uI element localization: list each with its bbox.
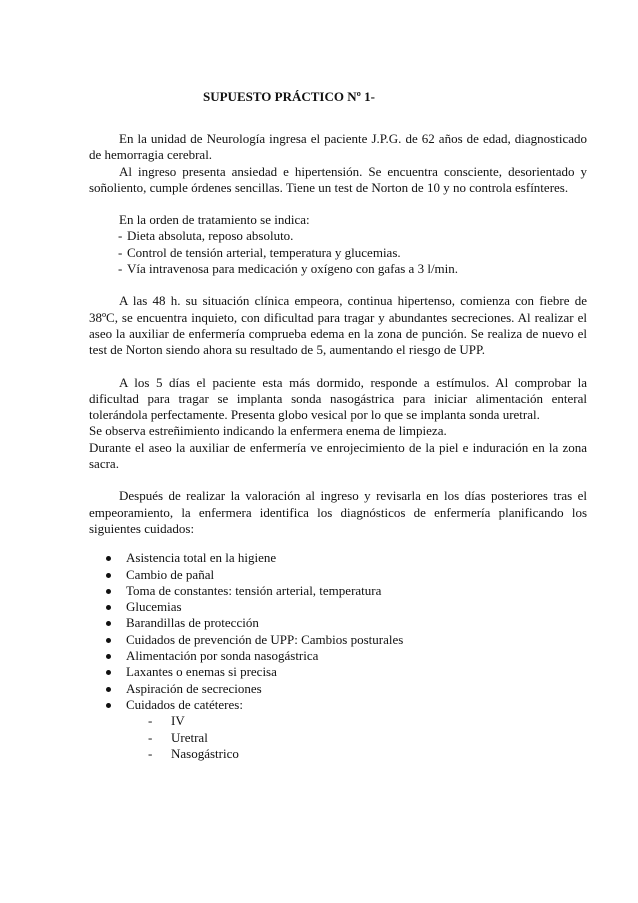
treatment-list	[89, 228, 587, 277]
list-item: Laxantes o enemas si precisa	[89, 664, 587, 680]
paragraph-care-plan: Después de realizar la valoración al ingreso y revisarla en los días posteriores tras el empeoramiento, la enfermera identifica los diagnósticos de enfermería planificando los siguientes cuidados:	[89, 488, 587, 536]
list-item: - Dieta absoluta, reposo absoluto.	[118, 228, 587, 244]
list-item: Aspiración de secreciones	[89, 681, 587, 697]
list-item: Cambio de pañal	[89, 567, 587, 583]
care-list	[89, 550, 587, 762]
list-item: - Nasogástrico	[148, 746, 587, 762]
paragraph-5-days: A los 5 días el paciente esta más dormido, responde a estímulos. Al comprobar la dificultad para tragar se implanta sonda nasogástrica para iniciar alimentación enteral tolerándola perfectamente. Presenta globo vesical por lo que se implanta sonda uretral.	[89, 374, 587, 423]
catheter-list	[126, 713, 587, 762]
paragraph-48h: A las 48 h. su situación clínica empeora, continua hipertenso, comienza con fiebre de 38ºC, se encuentra inquieto, con dificultad para tragar y abundantes secreciones. Al realizar el aseo la auxiliar de enfermería comprueba edema en la zona de punción. Se realiza de nuevo el test de Norton siendo ahora su resultado de 5, aumentando el riesgo de UPP.	[89, 293, 587, 358]
list-item: - Uretral	[148, 730, 587, 746]
list-item: - IV	[148, 713, 587, 729]
list-item-catheters	[89, 697, 587, 762]
list-item: Asistencia total en la higiene	[89, 550, 587, 566]
list-item: Glucemias	[89, 599, 587, 615]
paragraph-admission: En la unidad de Neurología ingresa el paciente J.P.G. de 62 años de edad, diagnosticado de hemorragia cerebral.	[89, 131, 587, 163]
document-title: SUPUESTO PRÁCTICO Nº 1-	[203, 89, 375, 104]
document-body	[89, 131, 587, 762]
list-item: - Vía intravenosa para medicación y oxígeno con gafas a 3 l/min.	[118, 261, 587, 277]
paragraph-sacral-skin: Durante el aseo la auxiliar de enfermería ve enrojecimiento de la piel e induración en la zona sacra.	[89, 439, 587, 472]
paragraph-constipation: Se observa estreñimiento indicando la enfermera enema de limpieza.	[89, 423, 447, 439]
list-item-label: Cuidados de catéteres:	[126, 696, 243, 712]
list-item: Barandillas de protección	[89, 615, 587, 631]
list-item: Toma de constantes: tensión arterial, temperatura	[89, 583, 587, 599]
paragraph-initial-state: Al ingreso presenta ansiedad e hipertensión. Se encuentra consciente, desorientado y soñoliento, cumple órdenes sencillas. Tiene un test de Norton de 10 y no controla esfínteres.	[89, 163, 587, 195]
list-item: Cuidados de prevención de UPP: Cambios posturales	[89, 632, 587, 648]
list-item: Alimentación por sonda nasogástrica	[89, 648, 587, 664]
paragraph-treatment-order: En la orden de tratamiento se indica:	[119, 212, 310, 228]
list-item: - Control de tensión arterial, temperatura y glucemias.	[118, 245, 587, 261]
